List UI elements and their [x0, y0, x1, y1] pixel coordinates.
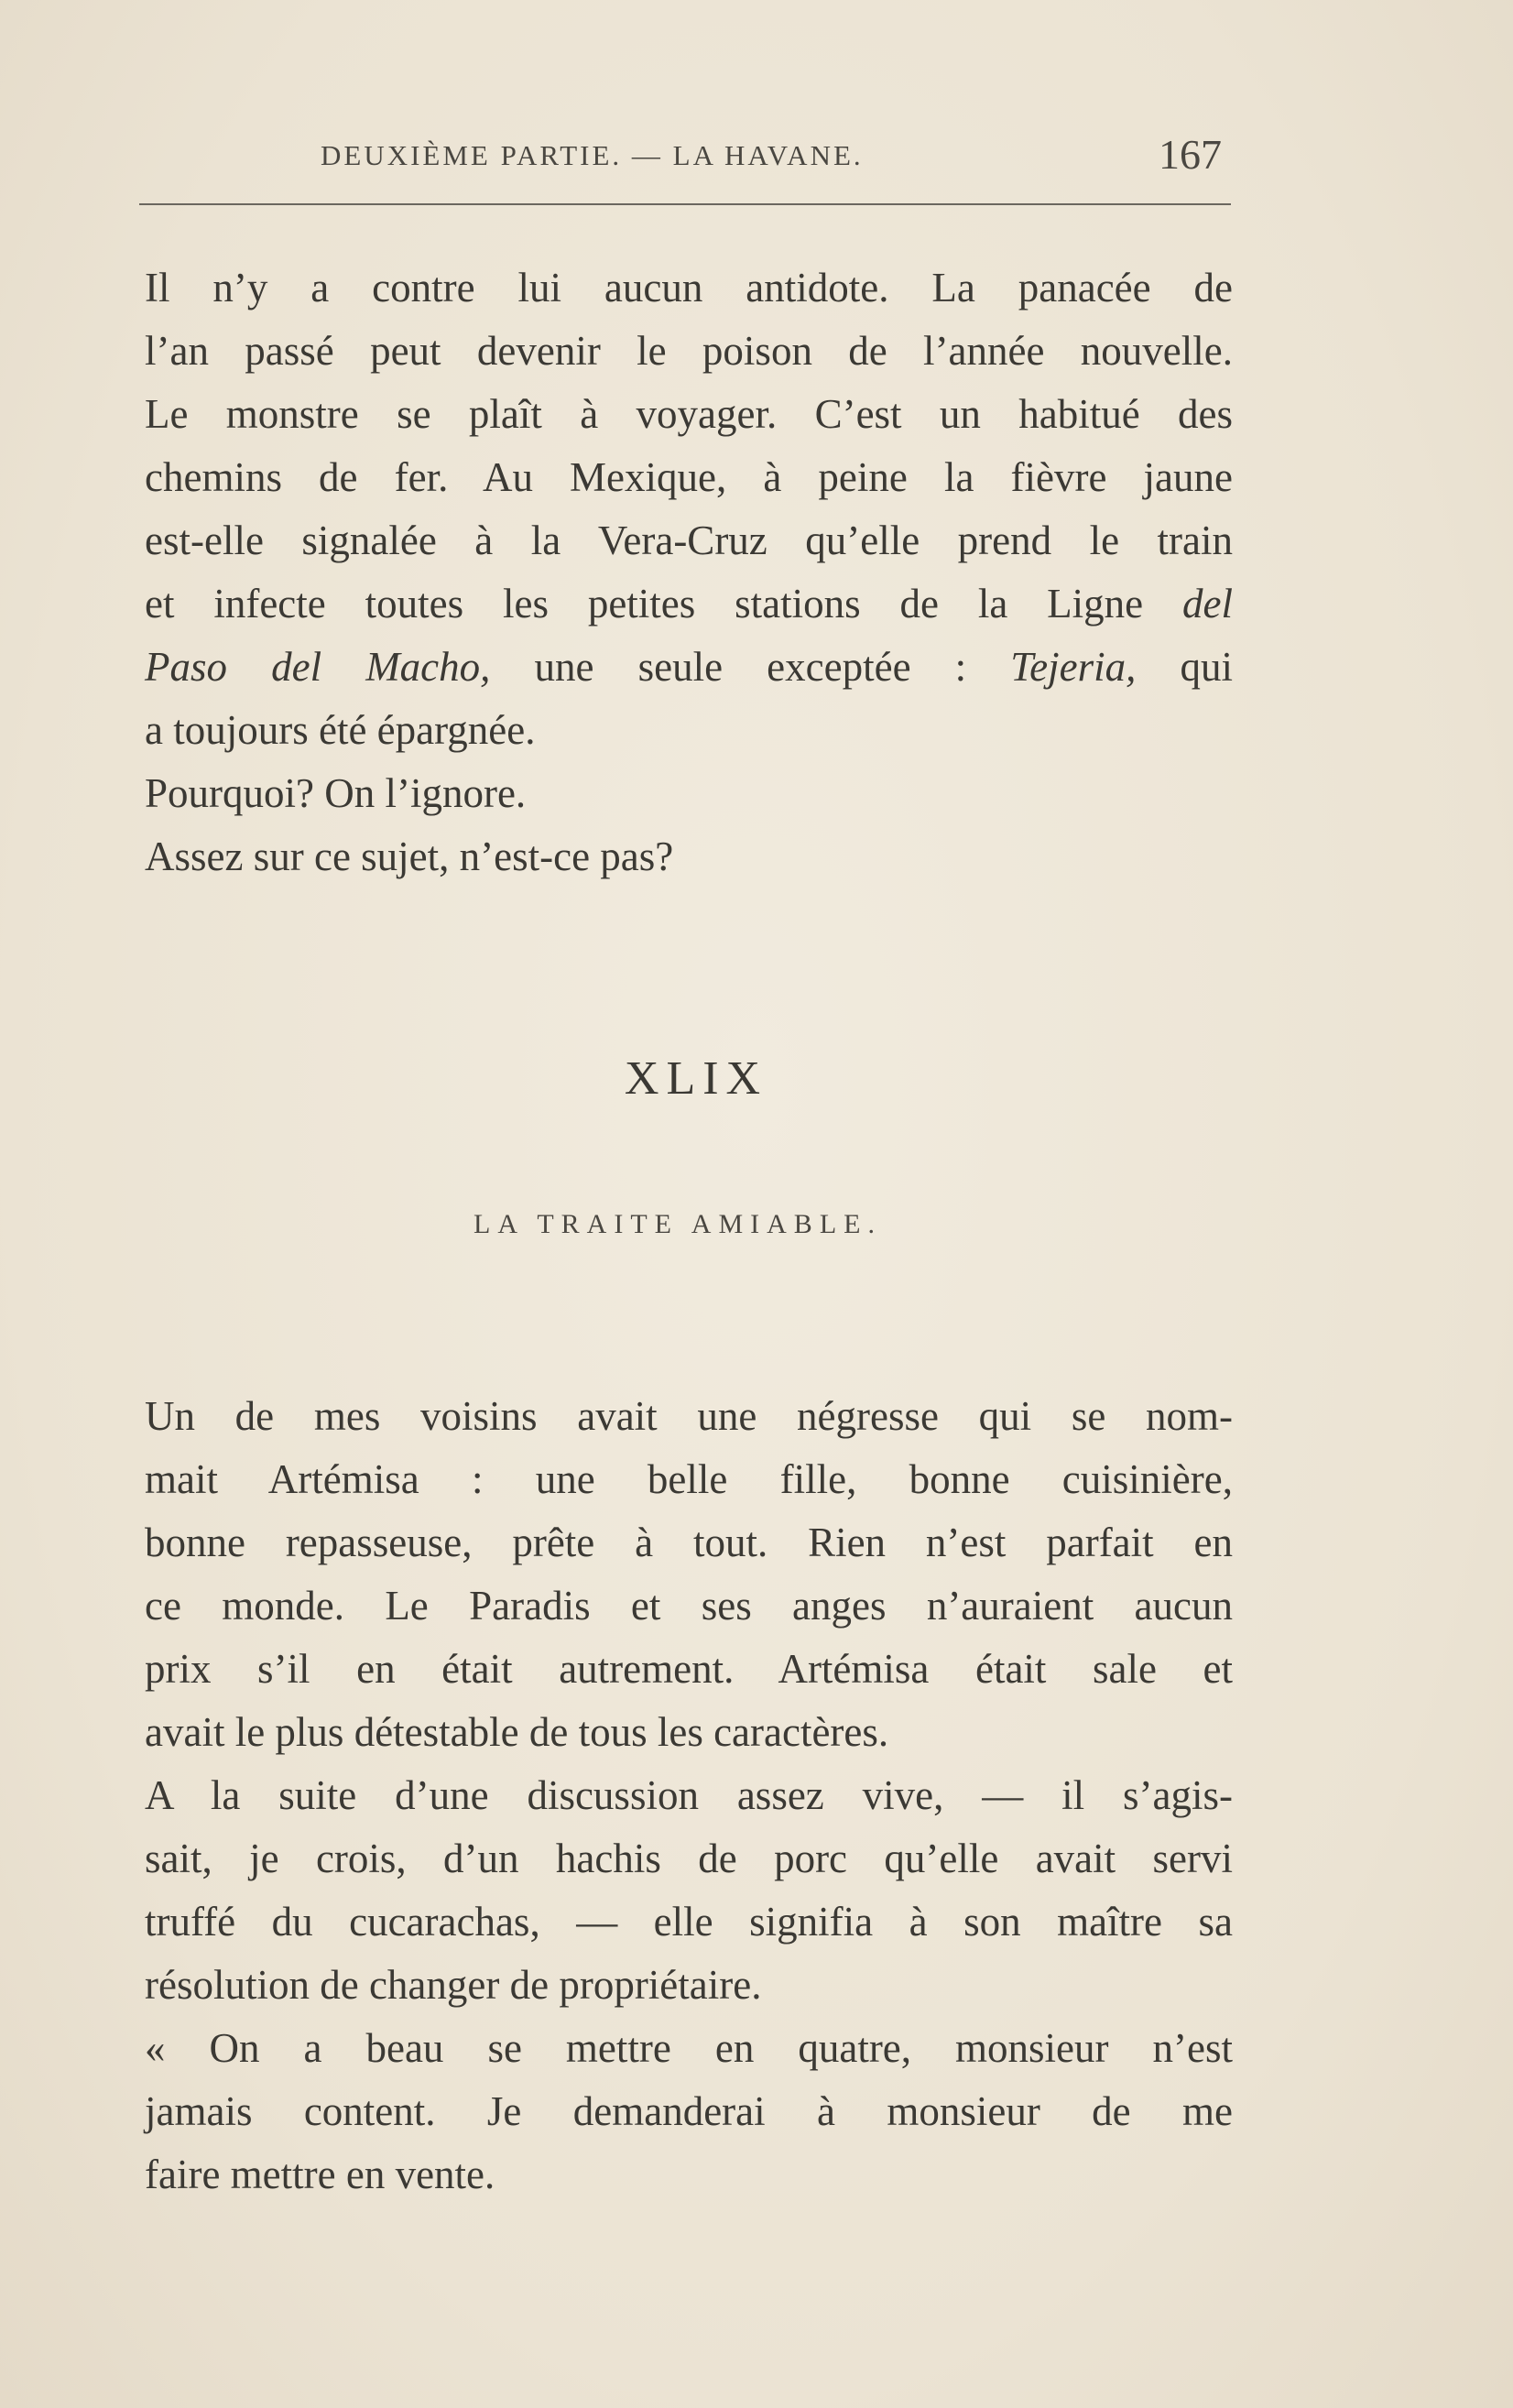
text-line: résolution de changer de propriétaire. — [145, 1962, 762, 2008]
chapter-number: XLIX — [624, 1052, 768, 1105]
italic-text: Paso del Macho, — [145, 644, 491, 690]
text-line: est-elle signalée à la Vera-Cruz qu’elle prend le train — [145, 518, 1233, 563]
text-line: prix s’il en était autrement. Artémisa était sale et — [145, 1646, 1233, 1692]
italic-text: del — [1182, 581, 1234, 627]
text-line: mait Artémisa : une belle fille, bonne cuisinière, — [145, 1456, 1233, 1502]
text-line: « On a beau se mettre en quatre, monsieur n’est — [145, 2025, 1233, 2071]
text-line: truffé du cucarachas, — elle signifia à son maître sa — [145, 1899, 1233, 1945]
body-text-block-2 — [145, 1385, 1233, 2206]
text-line — [145, 636, 1233, 699]
text-segment: une seule exceptée : — [490, 644, 1011, 690]
text-line: avait le plus détestable de tous les caractères. — [145, 1709, 889, 1755]
text-line: a toujours été épargnée. — [145, 707, 536, 753]
running-head — [137, 130, 1236, 185]
running-title: DEUXIÈME PARTIE. — LA HAVANE. — [321, 139, 864, 171]
text-segment: et infecte toutes les petites stations de la Ligne — [145, 581, 1144, 627]
text-line: sait, je crois, d’un hachis de porc qu’elle avait servi — [145, 1836, 1233, 1881]
text-line: l’an passé peut devenir le poison de l’année nouvelle. — [145, 328, 1233, 374]
text-segment: qui — [1136, 644, 1233, 690]
body-text-block-1 — [145, 256, 1233, 888]
chapter-title: LA TRAITE AMIABLE. — [473, 1209, 882, 1239]
text-line: Le monstre se plaît à voyager. C’est un habitué des — [145, 391, 1233, 437]
text-line: ce monde. Le Paradis et ses anges n’auraient aucun — [145, 1583, 1233, 1629]
text-line: Pourquoi? On l’ignore. — [145, 770, 527, 816]
text-line: A la suite d’une discussion assez vive, — il s’agis- — [145, 1772, 1233, 1818]
text-line: bonne repasseuse, prête à tout. Rien n’est parfait en — [145, 1520, 1233, 1565]
italic-text: Tejeria, — [1010, 644, 1137, 690]
text-line: faire mettre en vente. — [145, 2152, 495, 2197]
text-line: jamais content. Je demanderai à monsieur de me — [145, 2088, 1233, 2134]
text-line — [145, 572, 1233, 636]
text-line: chemins de fer. Au Mexique, à peine la fièvre jaune — [145, 454, 1233, 500]
header-rule — [139, 203, 1231, 205]
text-line: Assez sur ce sujet, n’est-ce pas? — [145, 834, 674, 879]
page-number: 167 — [1159, 131, 1222, 178]
text-line: Un de mes voisins avait une négresse qui se nom- — [145, 1393, 1233, 1439]
text-line: Il n’y a contre lui aucun antidote. La panacée de — [145, 265, 1233, 311]
